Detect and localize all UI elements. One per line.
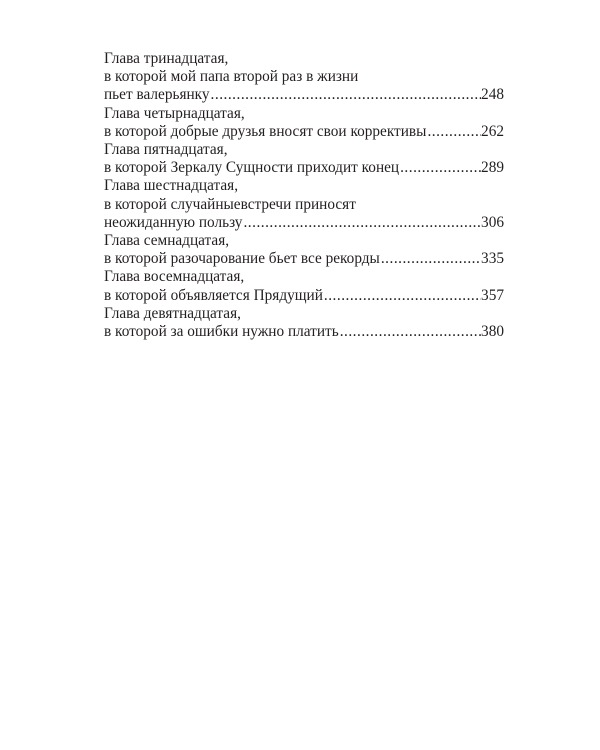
- page-number: 335: [481, 250, 504, 268]
- chapter-title: Глава шестнадцатая,: [104, 177, 239, 195]
- chapter-leader-line: [104, 123, 504, 141]
- toc-entry-chapter-14: [104, 105, 504, 141]
- page-number: 380: [481, 323, 504, 341]
- page-number: 306: [481, 213, 504, 231]
- dot-leader: [380, 250, 481, 268]
- chapter-subtitle-end: в которой за ошибки нужно платить: [104, 323, 339, 341]
- dot-leader: [426, 123, 481, 141]
- page-number: 248: [481, 86, 504, 104]
- toc-entry-chapter-16: [104, 177, 504, 232]
- chapter-leader-line: [104, 159, 504, 177]
- chapter-leader-line: [104, 323, 504, 341]
- table-of-contents: [104, 50, 504, 341]
- dot-leader: [242, 214, 481, 232]
- page-number: 289: [481, 159, 504, 177]
- chapter-leader-line: [104, 250, 504, 268]
- toc-entry-chapter-13: [104, 50, 504, 105]
- dot-leader: [323, 287, 481, 305]
- dot-leader: [210, 86, 482, 104]
- toc-entry-chapter-18: [104, 268, 504, 304]
- chapter-subtitle-line: в которой мой папа второй раз в жизни: [104, 68, 359, 86]
- toc-entry-chapter-17: [104, 232, 504, 268]
- chapter-subtitle-end: пьет валерьянку: [104, 86, 210, 104]
- chapter-subtitle-end: в которой разочарование бьет все рекорды: [104, 250, 380, 268]
- chapter-title: Глава девятнадцатая,: [104, 304, 241, 322]
- page-number: 357: [481, 286, 504, 304]
- chapter-subtitle-end: неожиданную пользу: [104, 213, 243, 231]
- dot-leader: [399, 159, 481, 177]
- chapter-subtitle-end: в которой Зеркалу Сущности приходит конец: [104, 159, 400, 177]
- chapter-title: Глава пятнадцатая,: [104, 141, 228, 159]
- chapter-leader-line: [104, 86, 504, 104]
- page-number: 262: [481, 122, 504, 140]
- chapter-leader-line: [104, 214, 504, 232]
- chapter-subtitle-end: в которой добрые друзья вносят свои коррективы: [104, 122, 427, 140]
- dot-leader: [339, 323, 481, 341]
- chapter-subtitle-line: в которой случайныевстречи приносят: [104, 195, 356, 213]
- chapter-title: Глава восемнадцатая,: [104, 268, 245, 286]
- chapter-title: Глава семнадцатая,: [104, 232, 230, 250]
- chapter-leader-line: [104, 287, 504, 305]
- chapter-title: Глава четырнадцатая,: [104, 104, 245, 122]
- chapter-title: Глава тринадцатая,: [104, 50, 229, 67]
- toc-entry-chapter-19: [104, 305, 504, 341]
- chapter-subtitle-end: в которой объявляется Прядущий: [104, 286, 323, 304]
- toc-entry-chapter-15: [104, 141, 504, 177]
